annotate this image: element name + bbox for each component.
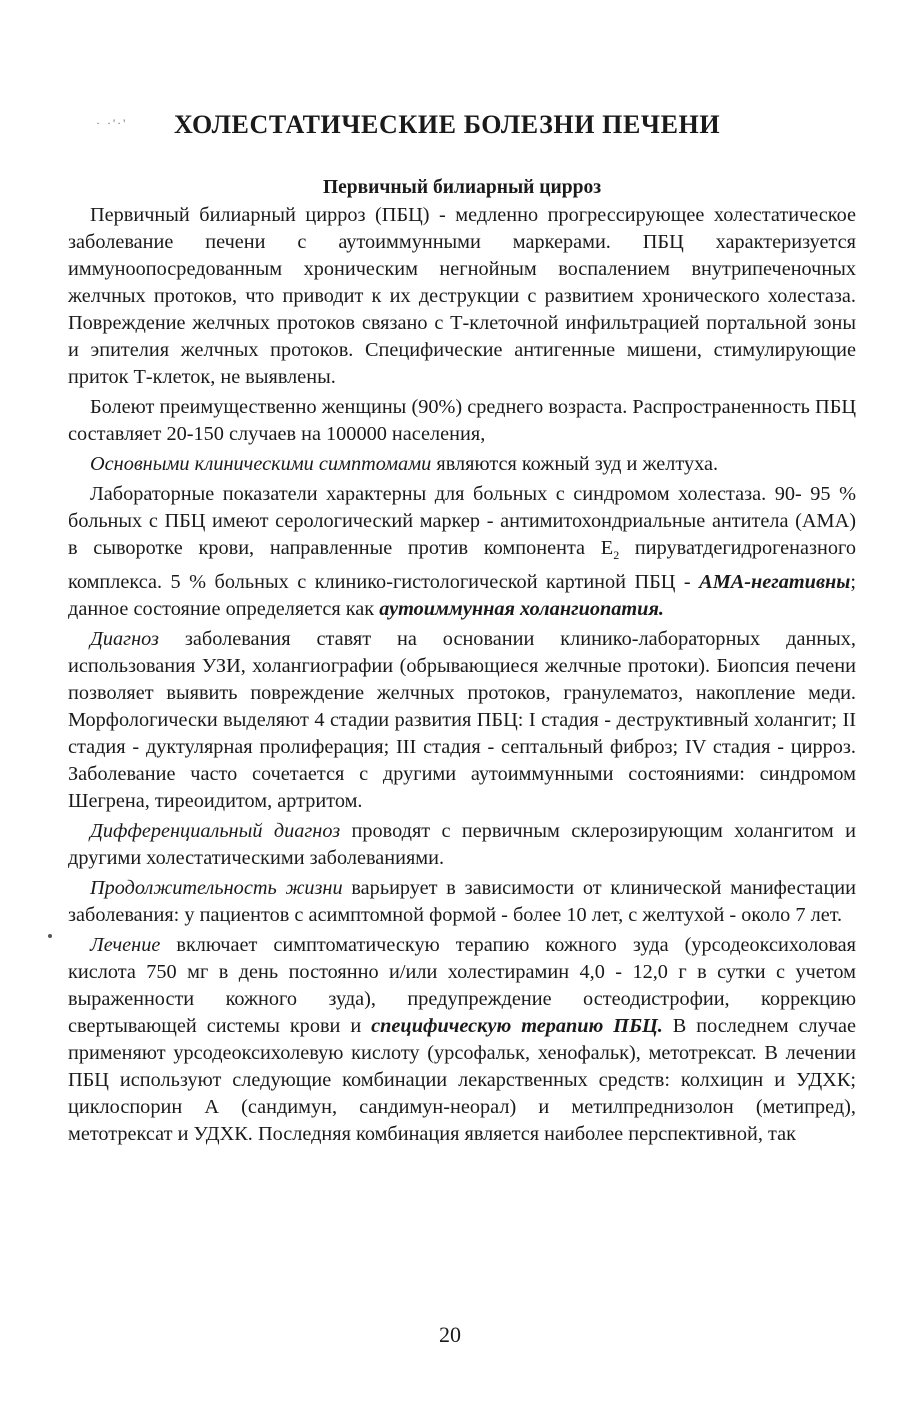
- paragraph-prognosis: [68, 875, 856, 929]
- symptoms-label: Основными клиническими симптомами: [90, 453, 432, 475]
- paragraph-symptoms: [68, 451, 856, 478]
- lab-text-b: пируватдегидрогеназного комплекса. 5 % больных с клинико-гистологической картиной ПБЦ -: [68, 537, 856, 594]
- lab-text-c: ; данное состояние определяется как: [68, 571, 856, 621]
- page-content: [68, 104, 856, 1148]
- paragraph-differential: [68, 818, 856, 872]
- page-number: 20: [439, 1322, 461, 1347]
- paragraph-treatment: [68, 932, 856, 1148]
- margin-mark: · ·'·': [96, 116, 128, 130]
- treatment-text-b: В последнем случае применяют урсодеоксихолевую кислоту (урсофальк, хенофальк), метотрексат. В лечении ПБЦ используют следующие комбинации лекарственных средств: колхицин и УДХК; циклоспорин А (сандимун, сандимун-неорал) и метилпреднизолон (метипред), метотрексат и УДХК. Последняя комбинация является наиболее перспективной, так: [68, 1015, 856, 1146]
- lab-text-a: Лабораторные показатели характерны для больных с синдромом холестаза. 90- 95 % больных с ПБЦ имеют серологический маркер - антимитохондриальные антитела (АМА) в сыворотке крови, направленные против компонента Е: [68, 483, 856, 559]
- prognosis-text: варьирует в зависимости от клинической манифестации заболевания: у пациентов с асимптомной формой - более 10 лет, с желтухой - около 7 лет.: [68, 877, 856, 927]
- chapter-title: ХОЛЕСТАТИЧЕСКИЕ БОЛЕЗНИ ПЕЧЕНИ: [174, 110, 721, 139]
- paragraph-laboratory: [68, 481, 856, 623]
- section-title: Первичный билиарный цирроз: [322, 177, 602, 198]
- differential-label: Дифференциальный диагноз: [90, 820, 341, 843]
- prognosis-label: Продолжительность жизни: [90, 877, 343, 900]
- diagnosis-text: заболевания ставят на основании клинико-лабораторных данных, использования УЗИ, холангиографии (обрывающиеся желчные протоки). Биопсия печени позволяет выявить повреждение желчных протоков, гранулематоз, накопление меди. Морфологически выделяют 4 стадии развития ПБЦ: I стадия - деструктивный холангит; II стадия - дуктулярная пролиферация; III стадия - септальный фиброз; IV стадия - цирроз. Заболевание часто сочетается с другими аутоиммунными состояниями: синдромом Шегрена, тиреоидитом, артритом.: [68, 628, 856, 813]
- treatment-label: Лечение: [90, 934, 161, 957]
- differential-text: проводят с первичным склерозирующим холангитом и другими холестатическими заболеваниями.: [68, 820, 856, 870]
- subscript-2: 2: [613, 548, 620, 563]
- diagnosis-label: Диагноз: [90, 628, 159, 651]
- paragraph-definition: Первичный билиарный цирроз (ПБЦ) - медленно прогрессирующее холестатическое заболевание печени с аутоиммунными маркерами. ПБЦ характеризуется иммуноопосредованным хроническим негнойным воспалением внутрипеченочных желчных протоков, что приводит к их деструкции с развитием хронического холестаза. Повреждение желчных протоков связано с Т-клеточной инфильтрацией портальной зоны и эпителия желчных протоков. Специфические антигенные мишени, стимулирующие приток Т-клеток, не выявлены.: [68, 204, 856, 388]
- chapter-header: [68, 104, 856, 148]
- symptoms-text: являются кожный зуд и желтуха.: [431, 453, 719, 475]
- autoimmune-cholangiopathy-term: аутоиммунная холангиопатия.: [379, 598, 664, 621]
- specific-therapy-term: специфическую терапию ПБЦ.: [371, 1015, 663, 1038]
- margin-dot: [48, 934, 52, 938]
- paragraph-epidemiology: Болеют преимущественно женщины (90%) среднего возраста. Распространенность ПБЦ составляет 20-150 случаев на 100000 населения,: [68, 396, 856, 445]
- paragraph-diagnosis: [68, 626, 856, 815]
- treatment-text-a: включает симптоматическую терапию кожного зуда (урсодеоксихоловая кислота 750 мг в день постоянно и/или холестирамин 4,0 - 12,0 г в сутки с учетом выраженности кожного зуда), предупреждение остеодистрофии, коррекцию свертывающей системы крови и: [68, 934, 856, 1038]
- ama-negative-term: АМА-негативны: [699, 571, 851, 594]
